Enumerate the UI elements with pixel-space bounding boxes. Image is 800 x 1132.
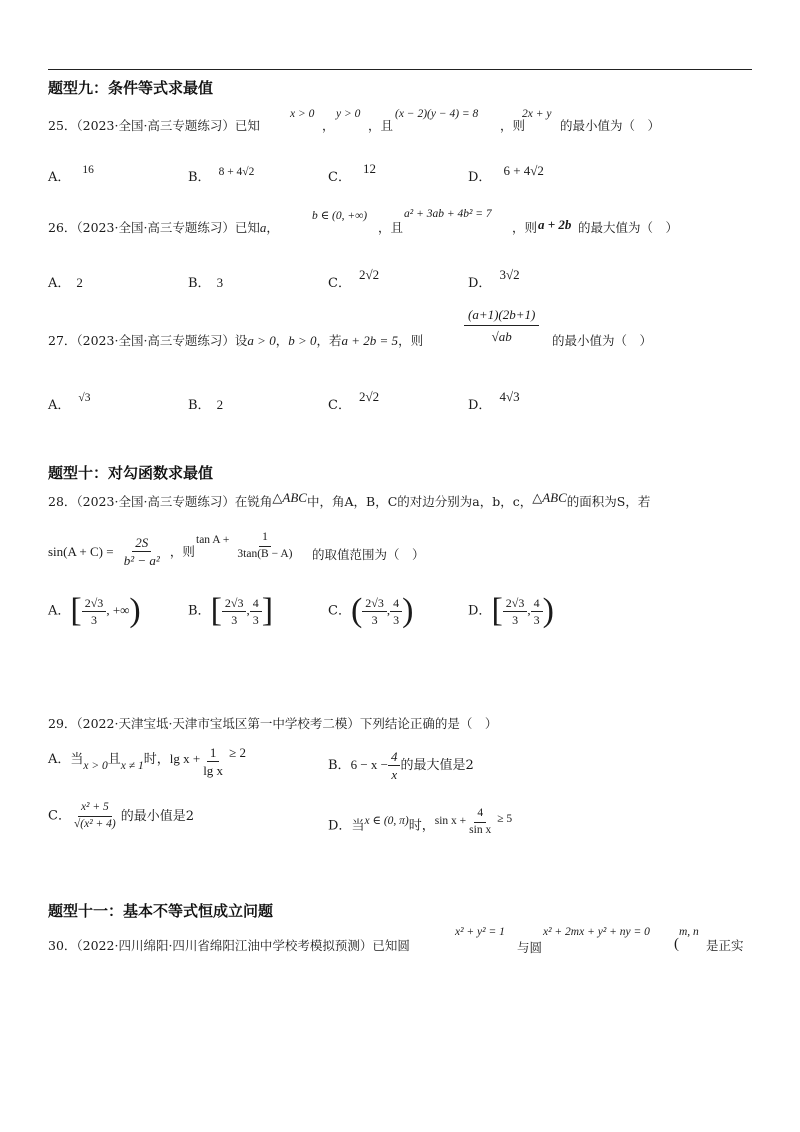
option-b[interactable] xyxy=(188,394,223,413)
separator: ， xyxy=(266,220,279,235)
question-number: 28． xyxy=(48,494,77,509)
option-a[interactable] xyxy=(48,272,83,291)
option-label: B． xyxy=(188,398,211,413)
separator: ，则 xyxy=(398,333,424,348)
interval-open: [ xyxy=(70,592,82,629)
question-30 xyxy=(48,938,410,954)
condition-y: y > 0 xyxy=(336,108,361,120)
expression-lhs: lg x + xyxy=(169,751,201,766)
option-value: 8 + 4√2 xyxy=(218,166,255,178)
option-text: 时， xyxy=(143,752,170,767)
fraction-denominator: x xyxy=(391,767,398,782)
fraction-denominator: 3 xyxy=(231,612,238,627)
separator: ，若 xyxy=(316,333,342,348)
fraction-numerator: 4 xyxy=(388,750,401,766)
option-value: 6 + 4√2 xyxy=(503,163,544,178)
question-number: 26． xyxy=(48,220,77,235)
question-number: 27． xyxy=(48,333,77,348)
question-25 xyxy=(48,118,260,134)
question-number: 30． xyxy=(48,938,77,953)
question-tail: 的最大值为（ ） xyxy=(578,220,679,235)
fraction-numerator: 1 xyxy=(259,532,271,547)
section-title-9: 题型九：条件等式求最值 xyxy=(48,79,214,97)
condition-x: x > 0 xyxy=(290,108,315,120)
option-label: C． xyxy=(328,603,351,619)
option-value: 2 xyxy=(216,397,224,412)
question-tail: 的最小值为（ ） xyxy=(560,118,661,133)
fraction-numerator: 2√3 xyxy=(222,597,247,612)
fraction-denominator: 3 xyxy=(91,612,98,627)
separator: ，则 xyxy=(169,544,195,559)
option-label: B． xyxy=(188,603,211,619)
condition-a: a > 0 xyxy=(247,333,276,348)
question-28 xyxy=(48,490,651,510)
option-label: A． xyxy=(48,752,71,767)
option-label: B． xyxy=(188,170,211,185)
condition: x ≠ 1 xyxy=(120,760,144,772)
open-paren: ( xyxy=(674,936,679,952)
option-value: 16 xyxy=(82,164,94,176)
option-label: B． xyxy=(328,758,351,773)
question-tail: 的取值范围为（ ） xyxy=(312,547,425,562)
target-expression: a + 2b xyxy=(538,217,572,232)
option-value: 3√2 xyxy=(499,267,520,282)
fraction-denominator: b² − a² xyxy=(123,553,160,568)
fraction-numerator: 2S xyxy=(132,536,151,552)
option-label: C． xyxy=(48,808,71,824)
option-value: 4√3 xyxy=(499,389,520,404)
option-text: 的最小值是2 xyxy=(120,808,195,824)
triangle-label: △ABC xyxy=(532,490,567,505)
condition-equation: a² + 3ab + 4b² = 7 xyxy=(404,208,492,220)
option-value: 2√2 xyxy=(358,389,380,404)
expression-rhs: ≥ 2 xyxy=(229,745,246,760)
fraction-denominator: 3 xyxy=(512,612,519,627)
fraction-denominator: 3 xyxy=(252,612,259,627)
option-label: A． xyxy=(48,603,71,619)
option-label: C． xyxy=(328,170,351,185)
equation-lhs: sin(A + C) = xyxy=(48,544,114,559)
option-a[interactable] xyxy=(48,594,141,628)
option-label: C． xyxy=(328,398,351,413)
question-number: 25． xyxy=(48,118,77,133)
option-c[interactable] xyxy=(328,161,376,185)
interval-open: ( xyxy=(350,592,363,629)
separator: ，则 xyxy=(500,118,526,133)
option-label: D． xyxy=(468,170,492,185)
option-label: D． xyxy=(328,818,352,834)
option-label: A． xyxy=(48,276,71,291)
fraction-numerator: (a+1)(2b+1) xyxy=(464,308,539,326)
option-d[interactable] xyxy=(468,267,520,291)
fraction-numerator: 2√3 xyxy=(82,597,107,612)
condition-b-range: b ∈ (0, +∞) xyxy=(312,210,368,222)
option-value: 12 xyxy=(362,161,376,176)
fraction-denominator: √(x² + 4) xyxy=(73,817,116,830)
option-label: A． xyxy=(48,398,71,413)
separator: ， xyxy=(275,333,289,348)
option-b[interactable] xyxy=(328,750,474,781)
circle-1-equation: x² + y² = 1 xyxy=(455,926,505,938)
fraction-denominator: 3 xyxy=(393,612,400,627)
interval-rest: , +∞ xyxy=(106,602,130,618)
interval-open: [ xyxy=(210,592,222,629)
expression-lhs: sin x + xyxy=(434,814,467,827)
question-text: （2022·天津宝坻·天津市宝坻区第一中学校考二模）下列结论正确的是（ ） xyxy=(76,716,498,731)
separator: ，且 xyxy=(378,220,404,235)
question-source: （2023·全国·高三专题练习）在锐角 xyxy=(76,494,273,509)
option-text: 时， xyxy=(408,818,435,834)
question-source: （2022·四川绵阳·四川省绵阳江油中学校考模拟预测）已知圆 xyxy=(76,938,410,953)
option-value: 2 xyxy=(76,275,83,290)
fraction-numerator: 1 xyxy=(207,746,220,762)
separator: ，则 xyxy=(512,220,538,235)
fraction-denominator: 3 xyxy=(533,612,540,627)
fraction-denominator: 3tan(B − A) xyxy=(237,547,293,560)
condition: x ∈ (0, π) xyxy=(364,814,409,827)
option-text: 当 xyxy=(351,818,365,834)
option-label: D． xyxy=(468,276,492,291)
option-b[interactable] xyxy=(188,166,254,185)
expression-lhs: tan A + xyxy=(196,533,230,546)
question-source: （2023·全国·高三专题练习）已知 xyxy=(76,118,260,133)
option-d[interactable]: D．[ $\frac{2√3}{3}$ , $\frac{4}{3}$ ) xyxy=(468,592,554,629)
option-d[interactable] xyxy=(328,807,513,840)
option-d[interactable] xyxy=(468,163,544,185)
option-a[interactable] xyxy=(48,394,90,413)
question-number: 29． xyxy=(48,716,77,731)
option-value: 3 xyxy=(216,275,224,290)
expression-lhs: 6 − x − xyxy=(350,757,388,772)
target-expression: 2x + y xyxy=(522,108,552,120)
question-26 xyxy=(48,220,279,236)
question-tail: 是正实 xyxy=(706,938,744,953)
fraction-denominator: lg x xyxy=(203,763,224,778)
interval-close: ) xyxy=(542,592,554,629)
condition-sum: a + 2b = 5 xyxy=(341,333,399,348)
fraction-numerator: 2√3 xyxy=(362,597,387,612)
interval-close: ) xyxy=(402,592,414,629)
condition-b: b > 0 xyxy=(288,333,317,348)
condition: x > 0 xyxy=(83,760,108,772)
section-title-10: 题型十：对勾函数求最值 xyxy=(48,464,214,482)
fraction-denominator: sin x xyxy=(469,823,492,836)
triangle-label: △ABC xyxy=(272,490,307,505)
top-rule xyxy=(48,69,752,70)
circle-2-equation: x² + 2mx + y² + ny = 0 xyxy=(543,926,650,938)
separator: ， xyxy=(322,118,335,133)
interval-close: ) xyxy=(129,592,141,629)
option-c[interactable] xyxy=(328,389,380,413)
option-b[interactable]: B．[ $\frac{2√3}{3}$ , $\frac{4}{3}$ ] xyxy=(188,592,274,629)
variable-a: a xyxy=(259,220,267,235)
interval-open: [ xyxy=(491,592,503,629)
option-a[interactable] xyxy=(48,166,94,185)
fraction-denominator: √ab xyxy=(491,329,512,344)
question-29 xyxy=(48,716,497,732)
target-expression xyxy=(196,532,295,560)
option-text: 当 xyxy=(70,752,84,767)
fraction-numerator: x² + 5 xyxy=(78,802,112,817)
fraction-numerator: 4 xyxy=(390,597,402,612)
fraction-denominator: 3 xyxy=(371,612,378,627)
fraction-numerator: 4 xyxy=(474,808,486,823)
variables: m, n xyxy=(679,926,699,938)
option-value: √3 xyxy=(78,392,91,404)
question-mid: 中，角A，B，C的对边分别为a，b，c， xyxy=(306,494,533,509)
fraction-numerator: 2√3 xyxy=(503,597,528,612)
interval-close: ] xyxy=(261,592,274,629)
option-value: 2√2 xyxy=(358,267,380,282)
separator: ，且 xyxy=(368,118,394,133)
option-label: C． xyxy=(328,276,351,291)
option-label: D． xyxy=(468,603,492,619)
fraction-numerator: 4 xyxy=(250,597,262,612)
option-c[interactable] xyxy=(328,267,380,291)
option-d[interactable] xyxy=(468,389,520,413)
option-b[interactable] xyxy=(188,272,223,291)
equation-line xyxy=(48,536,195,567)
fraction-numerator: 4 xyxy=(531,597,543,612)
option-text: 且 xyxy=(107,752,121,767)
expression-rhs: ≥ 5 xyxy=(497,812,513,825)
option-a[interactable] xyxy=(48,745,246,781)
question-source: （2023·全国·高三专题练习）已知 xyxy=(76,220,260,235)
question-tail: 的面积为S，若 xyxy=(566,494,651,509)
option-c[interactable]: C．( $\frac{2√3}{3}$ , $\frac{4}{3}$ ) xyxy=(328,592,414,629)
target-fraction xyxy=(464,308,539,343)
option-label: D． xyxy=(468,398,492,413)
option-label: A． xyxy=(48,170,71,185)
option-text: 的最大值是2 xyxy=(400,758,474,773)
question-tail: 的最小值为（ ） xyxy=(552,333,653,348)
question-text: 与圆 xyxy=(517,940,543,955)
section-title-11: 题型十一：基本不等式恒成立问题 xyxy=(48,902,274,920)
condition-product: (x − 2)(y − 4) = 8 xyxy=(395,108,479,120)
option-c[interactable] xyxy=(48,802,194,830)
option-label: B． xyxy=(188,276,211,291)
question-source: （2023·全国·高三专题练习）设 xyxy=(76,333,248,348)
question-27 xyxy=(48,333,423,349)
